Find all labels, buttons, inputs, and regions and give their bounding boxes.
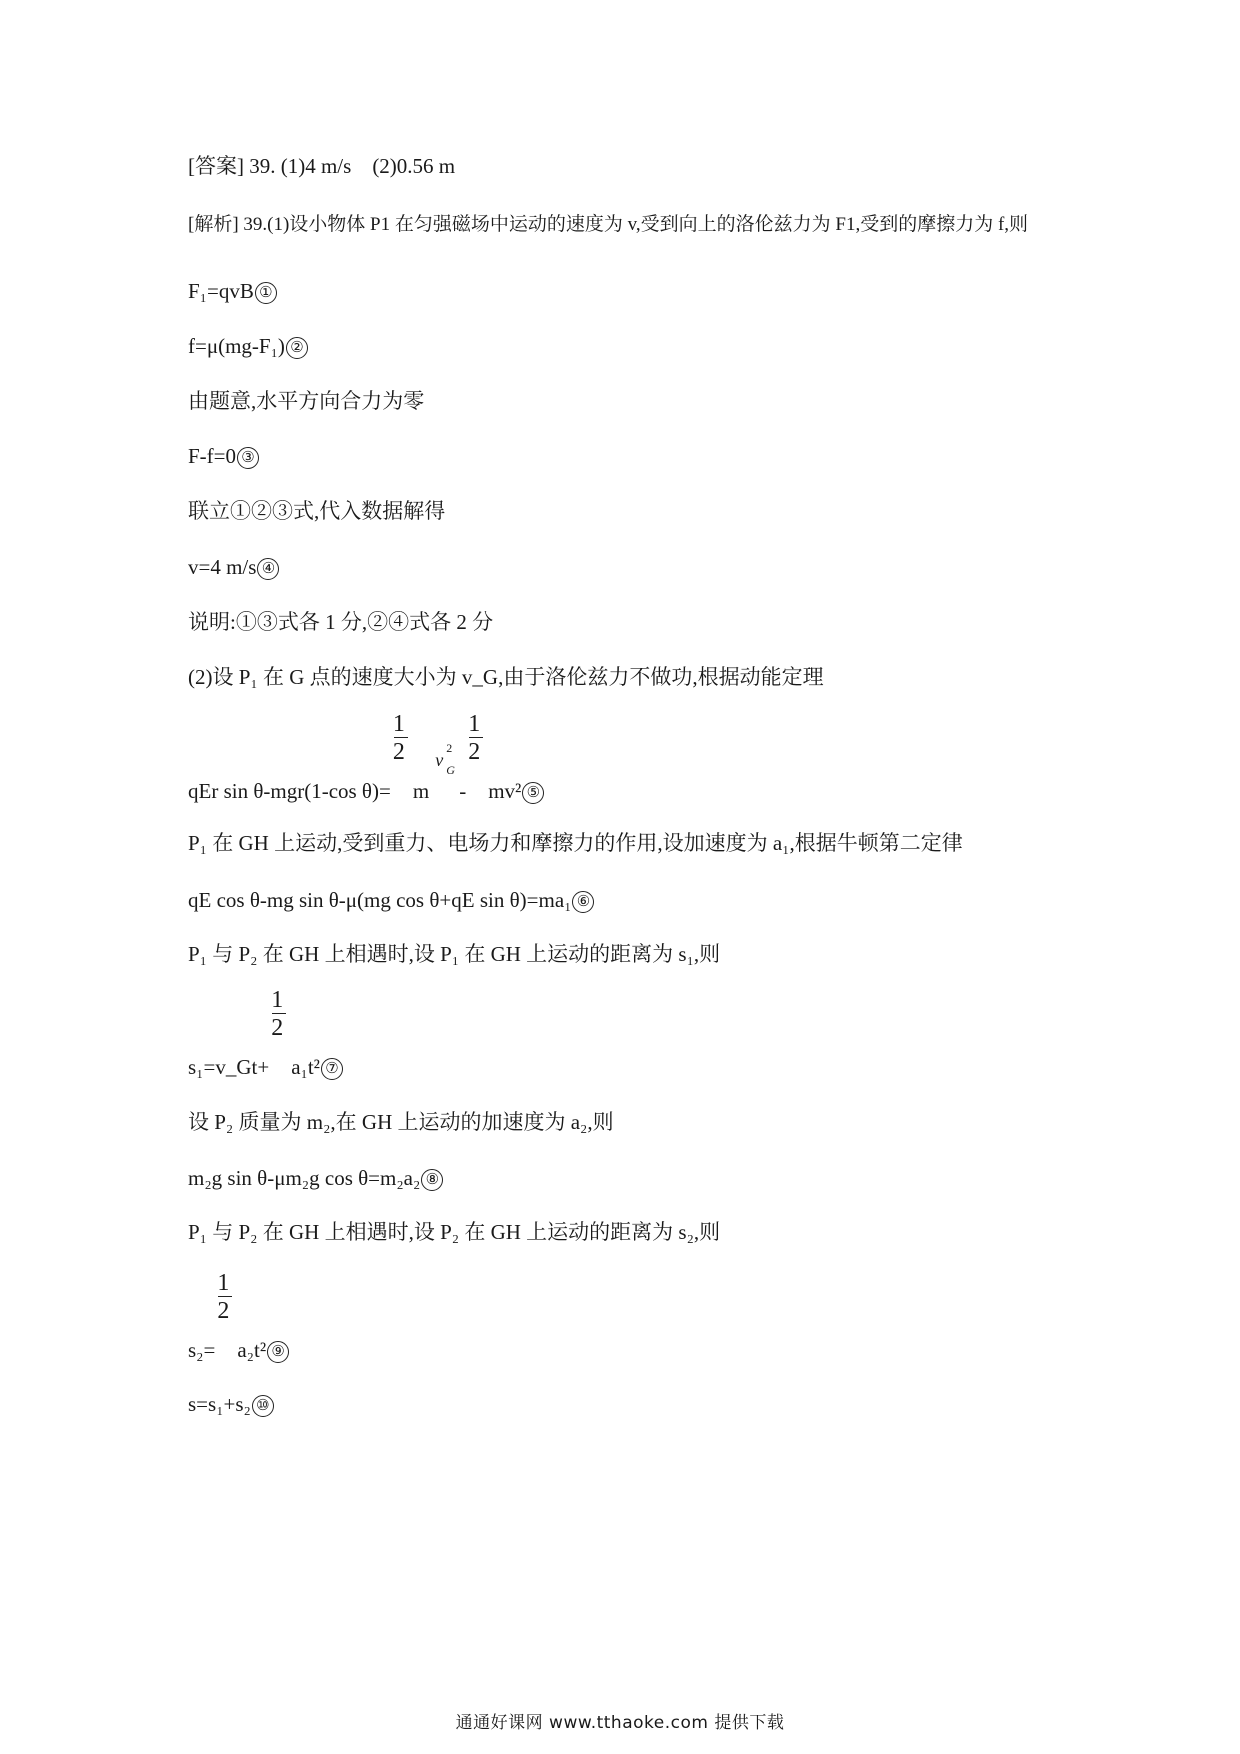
circled-number: ⑤ [522, 782, 544, 804]
equation-9: s₂= $\frac{1}{2}$ a₂t² ⑨ [188, 1329, 289, 1364]
scoring-note: 说明:①③式各 1 分,②④式各 2 分 [188, 610, 494, 634]
vg-squared: v 2 G [435, 741, 455, 777]
text-line: P₁ 与 P₂ 在 GH 上相遇时,设 P₁ 在 GH 上运动的距离为 s₁,则 [188, 942, 721, 966]
analysis-intro: [解析] 39.(1)设小物体 P1 在匀强磁场中运动的速度为 v,受到向上的洛伦兹力为 F1,受到的摩擦力为 f,则 [188, 214, 1029, 235]
text-line: P₁ 与 P₂ 在 GH 上相遇时,设 P₂ 在 GH 上运动的距离为 s₂,则 [188, 1220, 721, 1244]
equation-3: F-f=0 ③ [188, 442, 259, 470]
text-line: 由题意,水平方向合力为零 [188, 389, 425, 413]
text-line: 设 P₂ 质量为 m₂,在 GH 上运动的加速度为 a₂,则 [188, 1110, 614, 1134]
fraction-half: $\frac{1}{2}$ [269, 1046, 291, 1074]
equation-6: qE cos θ-mg sin θ-μ(mg cos θ+qE sin θ)=ma₁ ⑥ [188, 886, 594, 914]
circled-number: ⑧ [421, 1169, 443, 1191]
circled-number: ⑩ [252, 1395, 274, 1417]
page-footer: 通通好课网 www.tthaoke.com 提供下载 [455, 1713, 785, 1733]
circled-number: ③ [237, 447, 259, 469]
fraction-half: $\frac{1}{2}$ [466, 770, 488, 798]
equation-2: f=μ(mg-F₁) ② [188, 332, 308, 360]
equation-5: qEr sin θ-mgr(1-cos θ)= $\frac{1}{2}$ m v 2 G - $\frac{1}{2}$ mv² ⑤ [188, 770, 544, 805]
equation-8: m₂g sin θ-μm₂g cos θ=m₂a₂ ⑧ [188, 1164, 443, 1192]
equation-7: s₁=v_Gt+ $\frac{1}{2}$ a₁t² ⑦ [188, 1046, 343, 1081]
equation-1: F₁=qvB ① [188, 277, 277, 305]
circled-number: ⑦ [321, 1058, 343, 1080]
circled-number: ④ [257, 558, 279, 580]
circled-number: ⑥ [572, 891, 594, 913]
text-line: (2)设 P₁ 在 G 点的速度大小为 v_G,由于洛伦兹力不做功,根据动能定理 [188, 665, 824, 689]
answer-line: [答案] 39. (1)4 m/s (2)0.56 m [188, 154, 456, 178]
circled-number: ② [286, 337, 308, 359]
text-line: P₁ 在 GH 上运动,受到重力、电场力和摩擦力的作用,设加速度为 a₁,根据牛顿第二定律 [188, 831, 963, 855]
circled-number: ⑨ [267, 1341, 289, 1363]
text-line: 联立①②③式,代入数据解得 [188, 499, 446, 523]
circled-number: ① [255, 282, 277, 304]
fraction-half: $\frac{1}{2}$ [215, 1329, 237, 1357]
equation-4: v=4 m/s ④ [188, 553, 279, 581]
fraction-half: $\frac{1}{2}$ [391, 770, 413, 798]
equation-10: s=s₁+s₂ ⑩ [188, 1390, 274, 1418]
